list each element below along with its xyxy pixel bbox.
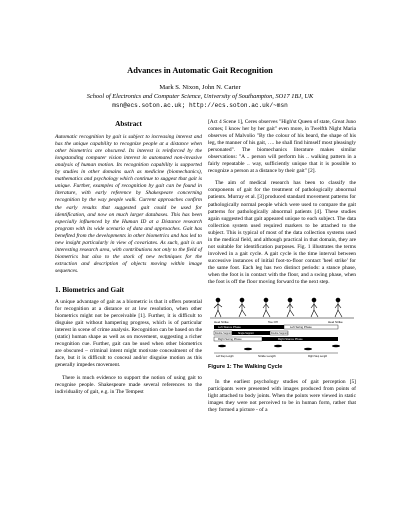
double-support-label-1: Double Support: [215, 332, 232, 336]
left-stance-label: Left Stance Phase: [218, 325, 241, 330]
right-swing-label: Right Swing Phase: [218, 337, 242, 342]
walker-silhouettes: [214, 298, 342, 317]
abstract-text: Automatic recognition by gait is subject to increasing interest and has the unique capability to recognize people at a distance when other biometrics are obscured. Its interest is reinforced by the longstanding computer vision interest in automated non-invasive analysis of human motion. Its recognition capability is supported by studies in other domains such as medicine (biomechanics), mathematics and psychology which continue to suggest that gait is unique. Further, examples of recognition by gait can be found in literature, with early reference by Shakespeare concerning recognition by the way people walk. Current approaches confirm the early results that suggested gait could be used for identification, and now on much larger databases. This has been especially influenced by the Human ID at a Distance research program with its wide scenario of data and approaches. Gait has benefited from the developments in other biometrics and has led to new insight particularly in view of covariates. As such, gait is an interesting research area, with contributions not only to the field of biometrics but also to the stock of new techniques for the extraction and description of objects moving within image sequences.: [55, 134, 202, 274]
left-step-length-label: Left Step Length: [216, 355, 234, 359]
left-paragraph-2: There is much evidence to support the notion of using gait to recognise people. Shakespeare made several references to the individuality of gait, e.g. in The Tempest: [55, 374, 202, 395]
label-heel-strike-1: Heel Strike: [214, 320, 229, 325]
right-column: [208, 119, 356, 419]
section-heading: 1. Biometrics and Gait: [55, 285, 125, 294]
right-paragraph-2: The aim of medical research has been to classify the components of gait for the treatment of pathologically abnormal patients. Murray et al. [3] produced standard movement patterns for pathologically normal people which were used to compare the gait patterns for pathologically abnormal patients [4]. These studies again suggested that gait appeared unique to each subject. The data collection system used required markers to be attached to the subject. This is typical of most of the data collection systems used in the medical field, and although practical in that domain, they are not suitable for identification purposes. Fig. 1 illustrates the terms involved in a gait cycle. A gait cycle is the time interval between successive instances of initial foot-to-floor contact 'heel strike' for the same foot. Each leg has two distinct periods: a stance phase, when the foot is in contact with the floor, and a swing phase, when the foot is off the floor moving forward to the next step.: [208, 180, 356, 286]
right-stance-label: Right Stance Phase: [278, 337, 303, 342]
single-support-label: Single Support: [238, 332, 254, 336]
left-swing-label: Left Swing Phase: [290, 325, 312, 330]
double-support-label-2: Double Support: [271, 332, 288, 336]
paper-authors: Mark S. Nixon, John N. Carter: [159, 84, 241, 91]
left-paragraph-1: A unique advantage of gait as a biometric is that it offers potential for recognition at a distance or at low resolution, when other biometrics might not be perceivable [1]. Further, it is difficult to disguise gait without hampering progress, which is of particular interest in scene of crime analysis. Recognition can be based on the (static) human shape as well as on movement, suggesting a richer recognition cue. Further, gait can be used when other biometrics are obscured – criminal intent might motivate concealment of the face, but it is difficult to conceal and/or disguise motion as this generally impedes movement.: [55, 299, 202, 369]
figure-caption: Figure 1: The Walking Cycle: [208, 364, 283, 371]
walking-cycle-figure: [208, 296, 356, 358]
footprints: [218, 345, 340, 351]
right-step-length-label: Right Step Length: [308, 355, 328, 359]
right-paragraph-1: [Act 4 Scene 1], Ceres observes "High'st Queen of state, Great Juno comes; I know her by her gait" even more, in Twelfth Night Maria observes of Malvolio "By the colour of his beard, the shape of his leg, the manner of his gait, …. he shall find himself most pleasingly personated". The biomechanics literature makes similar observations: "A .. person will perform his .. walking pattern in a fairly repeatable .. way, sufficiently unique that it is possible to recognize a person at a distance by their gait" [2].: [208, 119, 356, 175]
label-toe-off: Toe Off: [268, 320, 278, 325]
label-heel-strike-2: Heel Strike: [328, 320, 343, 325]
paper-title: Advances in Automatic Gait Recognition: [127, 66, 273, 75]
left-column: [55, 119, 202, 401]
paper-emails: msn@ecs.soton.ac.uk; http://ecs.soton.ac.uk/~msn: [112, 102, 288, 109]
stride-length-label: Stride Length: [258, 354, 276, 359]
right-paragraph-3: In the earliest psychology studies of gait perception [5] participants were presented with images produced from points of light attached to body joints. When the points were viewed in static images they were not perceived to be in human form, rather that they formed a picture - of a: [208, 379, 356, 414]
paper-affiliation: School of Electronics and Computer Science, University of Southampton, SO17 1BJ, UK: [86, 93, 314, 100]
abstract-heading: Abstract: [115, 120, 142, 128]
